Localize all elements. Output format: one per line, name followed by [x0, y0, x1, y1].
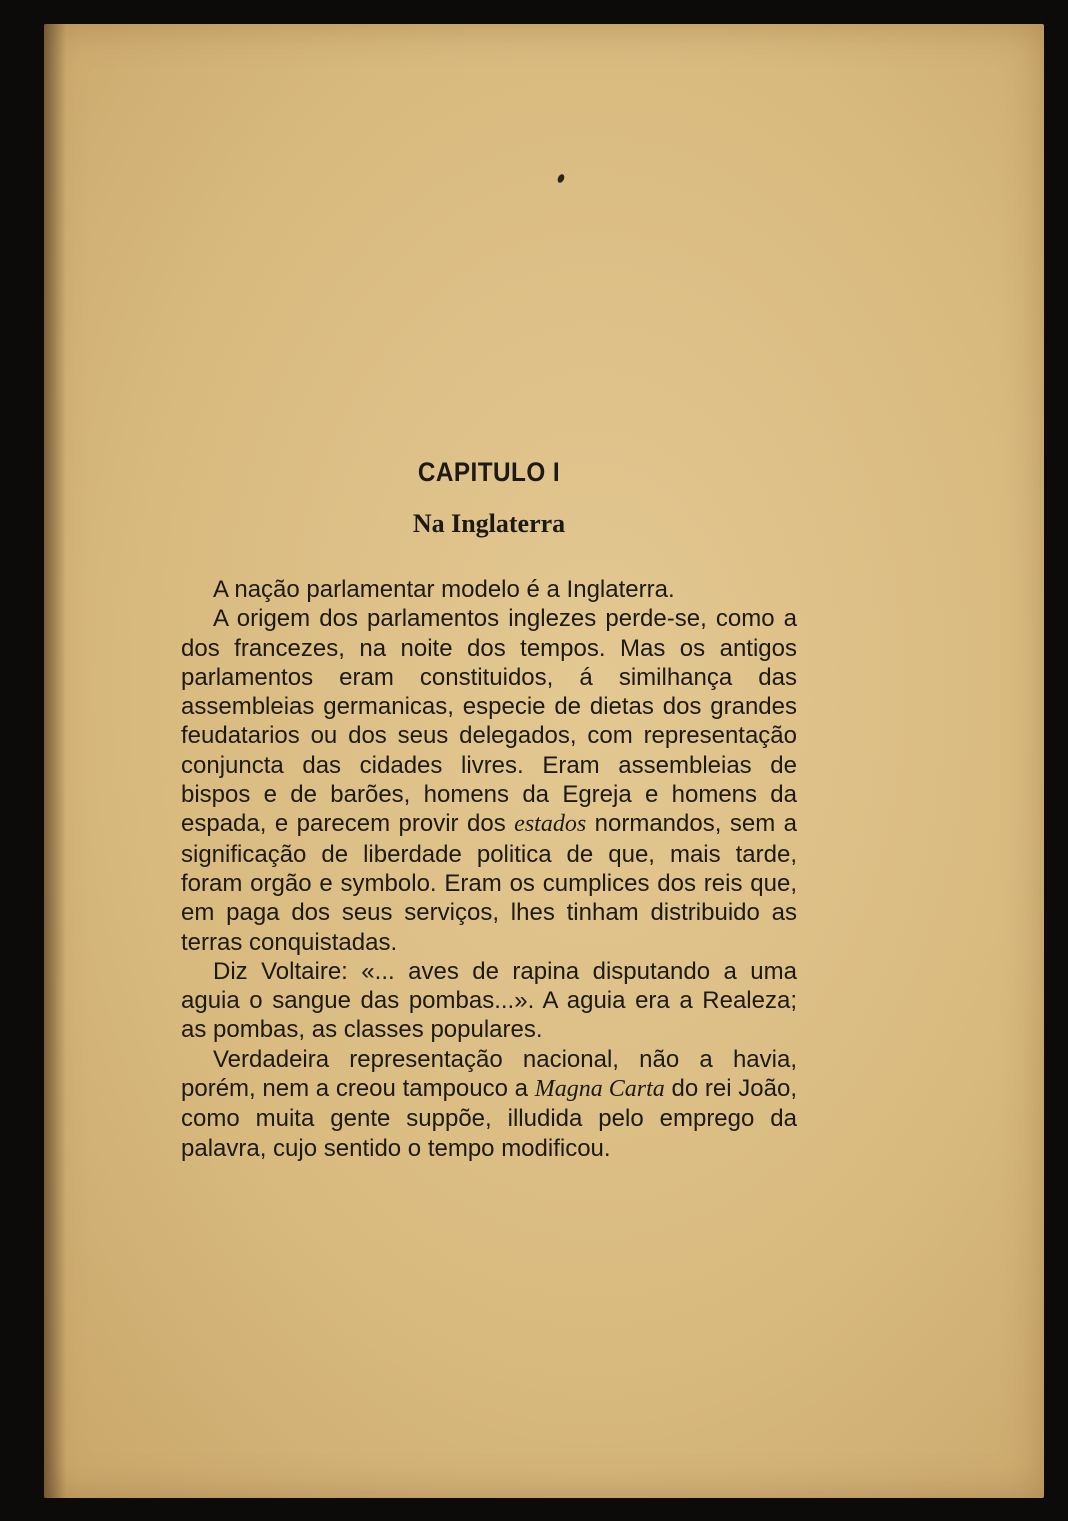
paragraph-4	[181, 1045, 797, 1163]
paragraph-2	[181, 604, 797, 957]
ink-speck	[556, 173, 565, 184]
paragraph-2-text: A origem dos parlamentos inglezes perde-se, como a dos francezes, na noite dos tempos. Mas os antigos parlamentos eram constituidos, á similhança das assembleias germanicas, especie de dietas dos grandes feudatarios ou dos seus delegados, com representação conjuncta das cidades livres. Eram assembleias de bispos e de barões, homens da Egreja e homens da espada, e parecem provir dos	[181, 605, 797, 838]
paragraph-3: Diz Voltaire: «... aves de rapina disputando a uma aguia o sangue das pombas...». A aguia era a Realeza; as pombas, as classes populares.	[181, 957, 797, 1044]
italic-magna-carta: Magna Carta	[534, 1076, 665, 1103]
section-title: Na Inglaterra	[412, 509, 566, 538]
paragraph-1: A nação parlamentar modelo é a Inglaterra.	[213, 576, 675, 603]
italic-estados: estados	[514, 811, 587, 838]
chapter-title: CAPITULO I	[417, 457, 561, 487]
body-text	[181, 575, 797, 1163]
paragraph-4-text: Verdadeira representação nacional, não a havia, porém, nem a creou tampouco a	[181, 1045, 797, 1103]
page-spine-shadow	[44, 24, 66, 1498]
paragraph-4-continuation: do rei João, como muita gente suppõe, illudida pelo emprego da palavra, cujo sentido o tempo modificou.	[181, 1075, 798, 1162]
paragraph-2-continuation: normandos, sem a significação de liberdade politica de que, mais tarde, foram orgão e symbolo. Eram os cumplices dos reis que, em paga dos seus serviços, lhes tinham distribuido as terras conquistadas.	[181, 810, 797, 956]
chapter-text-block	[181, 454, 797, 1163]
book-page	[44, 24, 1044, 1498]
